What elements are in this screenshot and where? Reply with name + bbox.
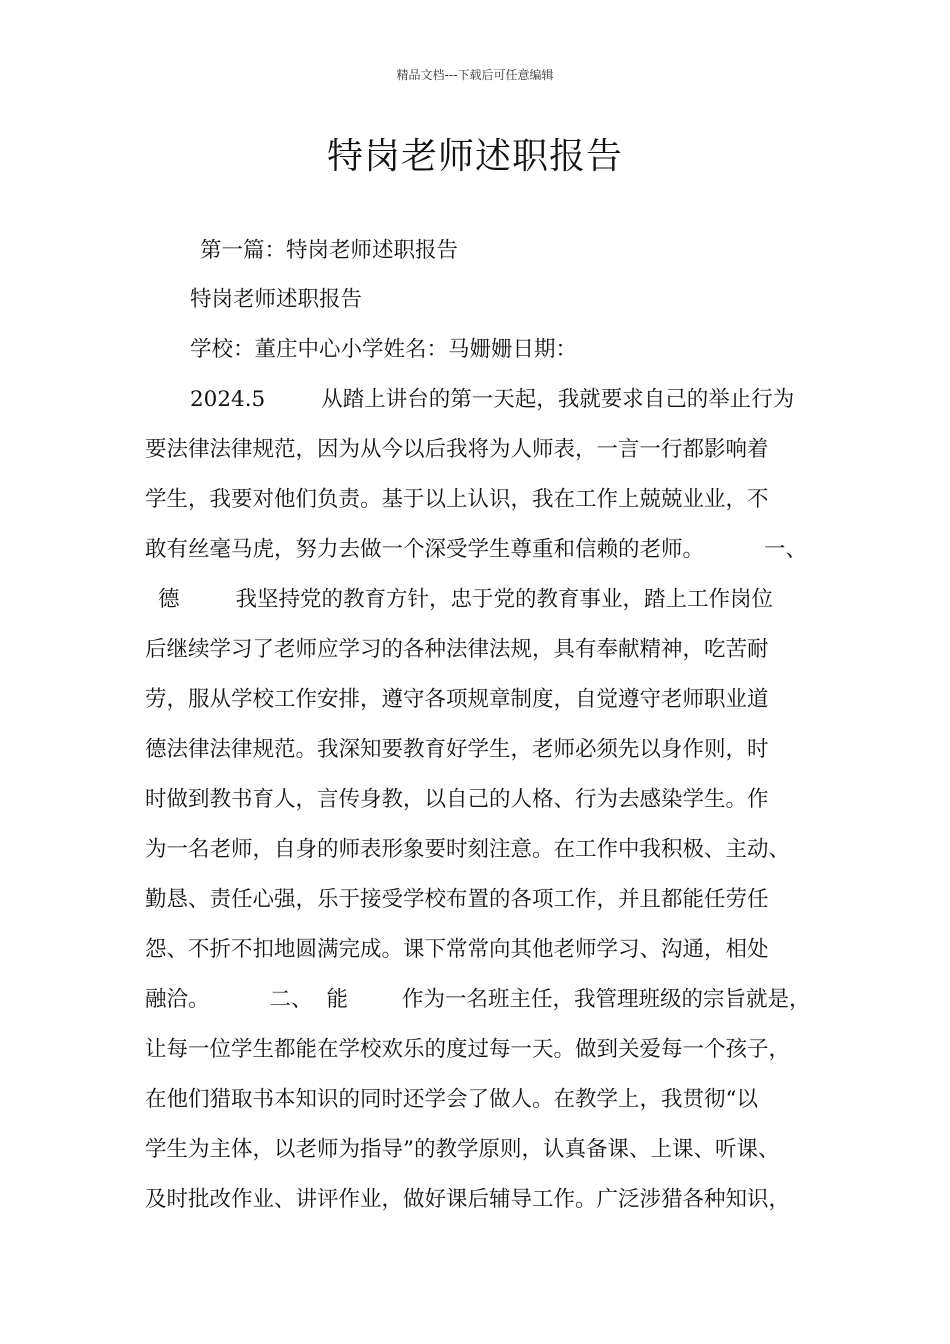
paragraph-text: 敢有丝毫马虎，努力去做一个深受学生尊重和信赖的老师。 [145,537,705,562]
document-title: 特岗老师述职报告 [326,136,623,177]
report-subtitle: 特岗老师述职报告 [190,287,363,312]
body-line: 后继续学习了老师应学习的各种法律法规，具有奉献精神，吃苦耐 [145,637,769,662]
body-line: 勤恳、责任心强，乐于接受学校布置的各项工作，并且都能任劳任 [145,887,769,912]
section-number: 二、 [269,987,313,1012]
school-info-line: 学校：董庄中心小学姓名：马姗姗日期： [190,337,578,362]
body-line: 德法律法律规范。我深知要教育好学生，老师必须先以身作则，时 [145,737,769,762]
body-line [158,585,838,615]
section-heading: 第一篇：特岗老师述职报告 [200,238,459,263]
paragraph-text: 作为一名班主任，我管理班级的宗旨就是， [402,987,811,1012]
body-line: 及时批改作业、讲评作业，做好课后辅导工作。广泛涉猎各种知识， [145,1187,791,1212]
paragraph-text: 我坚持党的教育方针，忠于党的教育事业，踏上工作岗位 [235,587,774,612]
body-line: 让每一位学生都能在学校欢乐的度过每一天。做到关爱每一个孩子， [145,1037,791,1062]
paragraph-text: 融洽。 [145,987,210,1012]
body-line: 学生为主体，以老师为指导”的教学原则，认真备课、上课、听课、 [145,1137,780,1162]
body-line: 为一名老师，自身的师表形象要时刻注意。在工作中我积极、主动、 [145,837,791,862]
paragraph-text: 从踏上讲台的第一天起，我就要求自己的举止行为 [321,387,795,412]
section-label: 能 [326,987,349,1012]
body-line: 劳，服从学校工作安排，遵守各项规章制度，自觉遵守老师职业道 [145,687,769,712]
section-label: 德 [158,587,180,612]
body-line: 怨、不折不扣地圆满完成。课下常常向其他老师学习、沟通，相处 [145,937,769,962]
body-line [145,535,825,565]
body-line [145,985,825,1015]
section-number: 一、 [764,537,808,562]
body-line: 要法律法律规范，因为从今以后我将为人师表，一言一行都影响着 [145,437,769,462]
body-line [190,385,870,415]
header-note: 精品文档---下载后可任意编辑 [396,68,554,82]
body-line: 学生，我要对他们负责。基于以上认识，我在工作上兢兢业业，不 [145,487,769,512]
body-line: 在他们猎取书本知识的同时还学会了做人。在教学上，我贯彻“以 [145,1087,758,1112]
body-line: 时做到教书育人，言传身教，以自己的人格、行为去感染学生。作 [145,787,769,812]
date-value: 2024.5 [190,387,266,412]
